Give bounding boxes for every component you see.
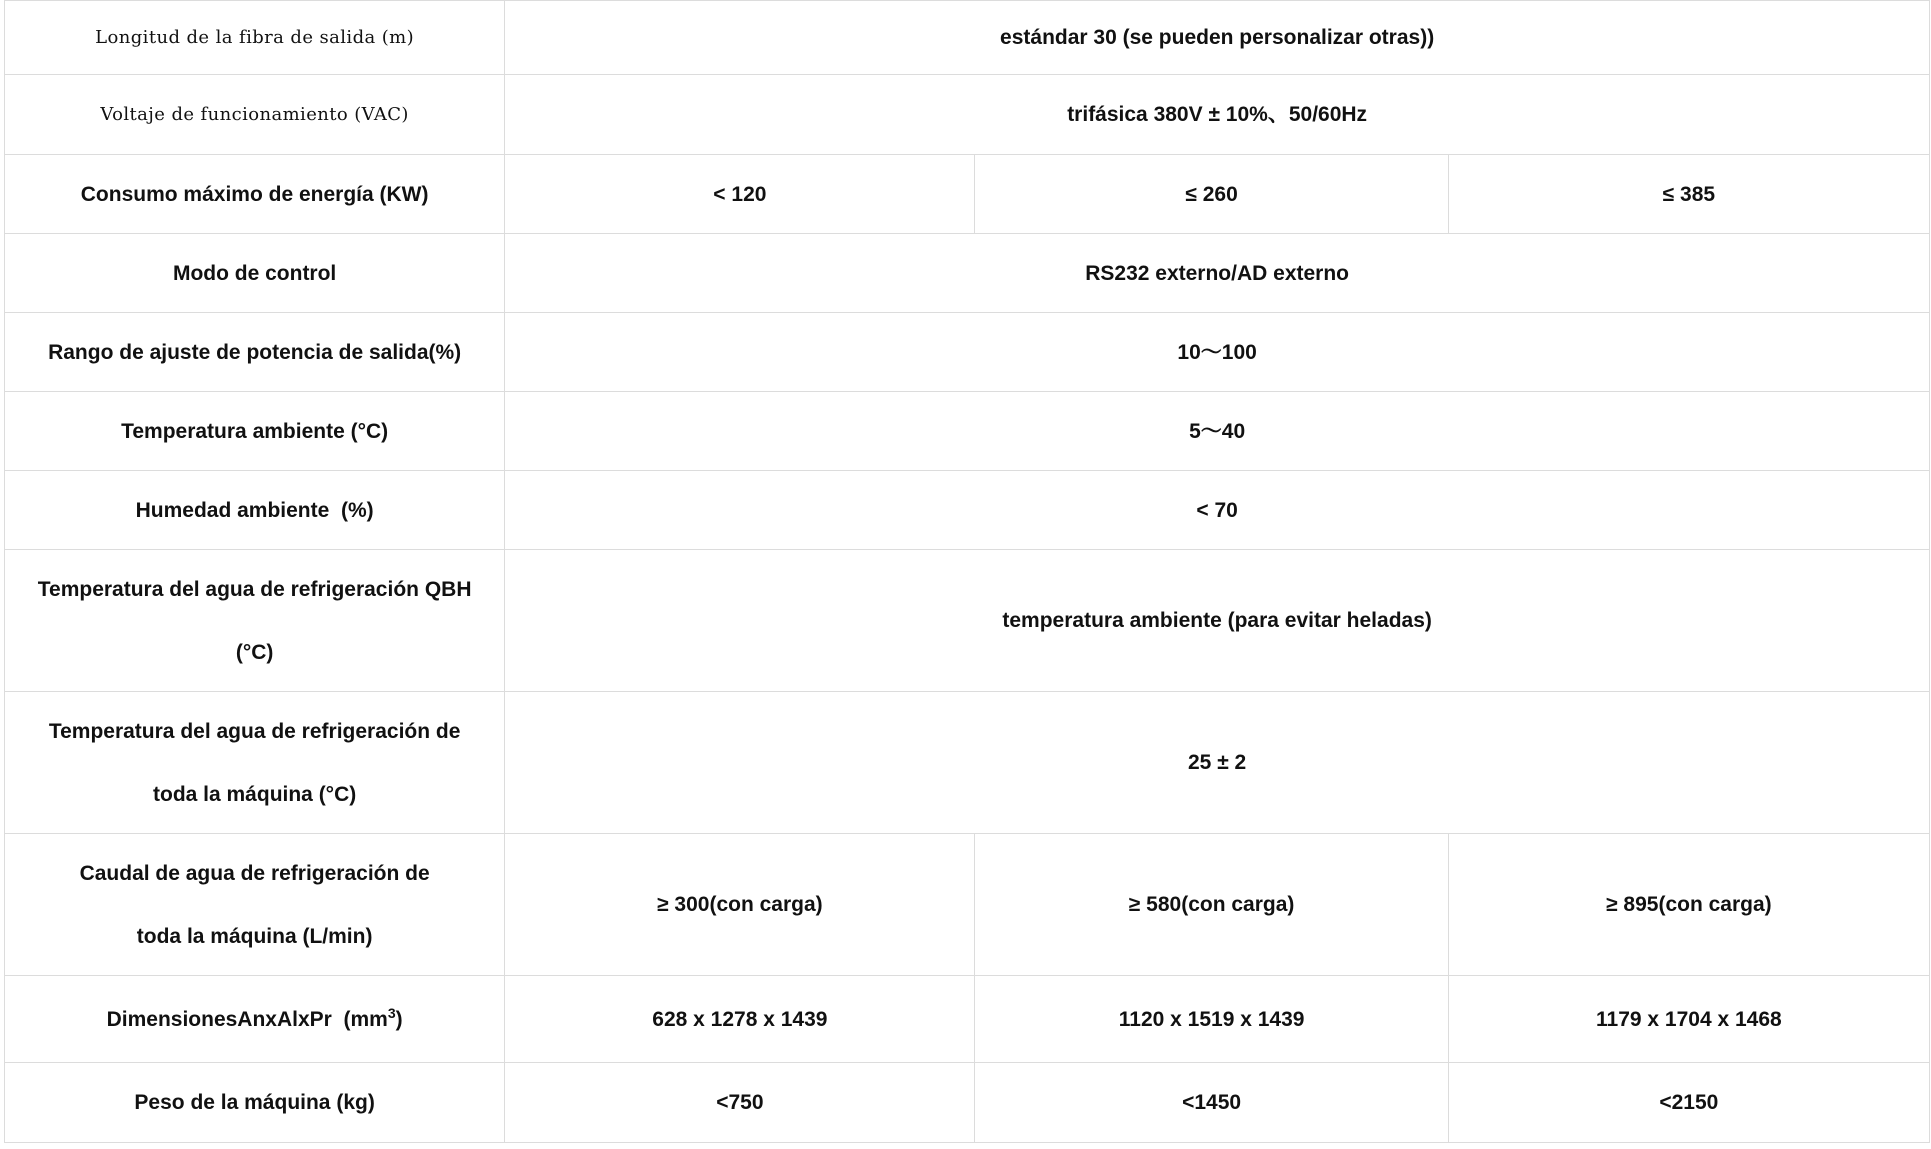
row-label: Longitud de la fibra de salida (m) bbox=[5, 1, 505, 75]
row-value: < 120 bbox=[505, 155, 975, 234]
row-value: trifásica 380V ± 10%、50/60Hz bbox=[505, 75, 1930, 155]
row-value: 10～100 bbox=[505, 313, 1930, 392]
table-row bbox=[5, 471, 1930, 550]
table-row bbox=[5, 550, 1930, 692]
row-label-line: toda la máquina (°C) bbox=[153, 782, 357, 806]
row-value: ≥ 895(con carga) bbox=[1448, 834, 1929, 976]
row-value: 5～40 bbox=[505, 392, 1930, 471]
row-value: 1120 x 1519 x 1439 bbox=[975, 976, 1448, 1063]
row-value: <2150 bbox=[1448, 1063, 1929, 1143]
row-value: 628 x 1278 x 1439 bbox=[505, 976, 975, 1063]
spec-table bbox=[4, 0, 1930, 1143]
row-label: Modo de control bbox=[5, 234, 505, 313]
row-label bbox=[5, 976, 505, 1063]
row-value: ≥ 580(con carga) bbox=[975, 834, 1448, 976]
row-label: Temperatura ambiente (°C) bbox=[5, 392, 505, 471]
row-label-line: Temperatura del agua de refrigeración de bbox=[48, 719, 461, 743]
row-value: 1179 x 1704 x 1468 bbox=[1448, 976, 1929, 1063]
row-value: < 70 bbox=[505, 471, 1930, 550]
row-label-line: (°C) bbox=[235, 640, 274, 664]
row-value: temperatura ambiente (para evitar heladas) bbox=[505, 550, 1930, 692]
row-value: ≤ 260 bbox=[975, 155, 1448, 234]
table-row bbox=[5, 834, 1930, 976]
row-value: <750 bbox=[505, 1063, 975, 1143]
row-label bbox=[5, 834, 505, 976]
row-label: Rango de ajuste de potencia de salida(%) bbox=[5, 313, 505, 392]
row-value: RS232 externo/AD externo bbox=[505, 234, 1930, 313]
row-label-line: Caudal de agua de refrigeración de bbox=[79, 861, 430, 885]
row-label-line: toda la máquina (L/min) bbox=[136, 924, 373, 948]
table-row bbox=[5, 976, 1930, 1063]
row-label-text: DimensionesAnxAlxPr (mm bbox=[106, 1007, 388, 1031]
table-row bbox=[5, 155, 1930, 234]
row-label: Consumo máximo de energía (KW) bbox=[5, 155, 505, 234]
row-label bbox=[5, 550, 505, 692]
table-row bbox=[5, 313, 1930, 392]
row-label bbox=[5, 692, 505, 834]
row-value: ≤ 385 bbox=[1448, 155, 1929, 234]
row-label: Peso de la máquina (kg) bbox=[5, 1063, 505, 1143]
table-row bbox=[5, 392, 1930, 471]
row-value: ≥ 300(con carga) bbox=[505, 834, 975, 976]
row-label-close: ) bbox=[395, 1007, 403, 1031]
row-label-line: Temperatura del agua de refrigeración QBH bbox=[37, 577, 472, 601]
table-row bbox=[5, 1, 1930, 75]
row-label: Voltaje de funcionamiento (VAC) bbox=[5, 75, 505, 155]
row-value: estándar 30 (se pueden personalizar otras)) bbox=[505, 1, 1930, 75]
table-row bbox=[5, 75, 1930, 155]
table-row bbox=[5, 234, 1930, 313]
row-label: Humedad ambiente (%) bbox=[5, 471, 505, 550]
row-value: 25 ± 2 bbox=[505, 692, 1930, 834]
row-value: <1450 bbox=[975, 1063, 1448, 1143]
row-label-superscript: 3 bbox=[387, 1004, 396, 1021]
table-row bbox=[5, 692, 1930, 834]
table-row bbox=[5, 1063, 1930, 1143]
